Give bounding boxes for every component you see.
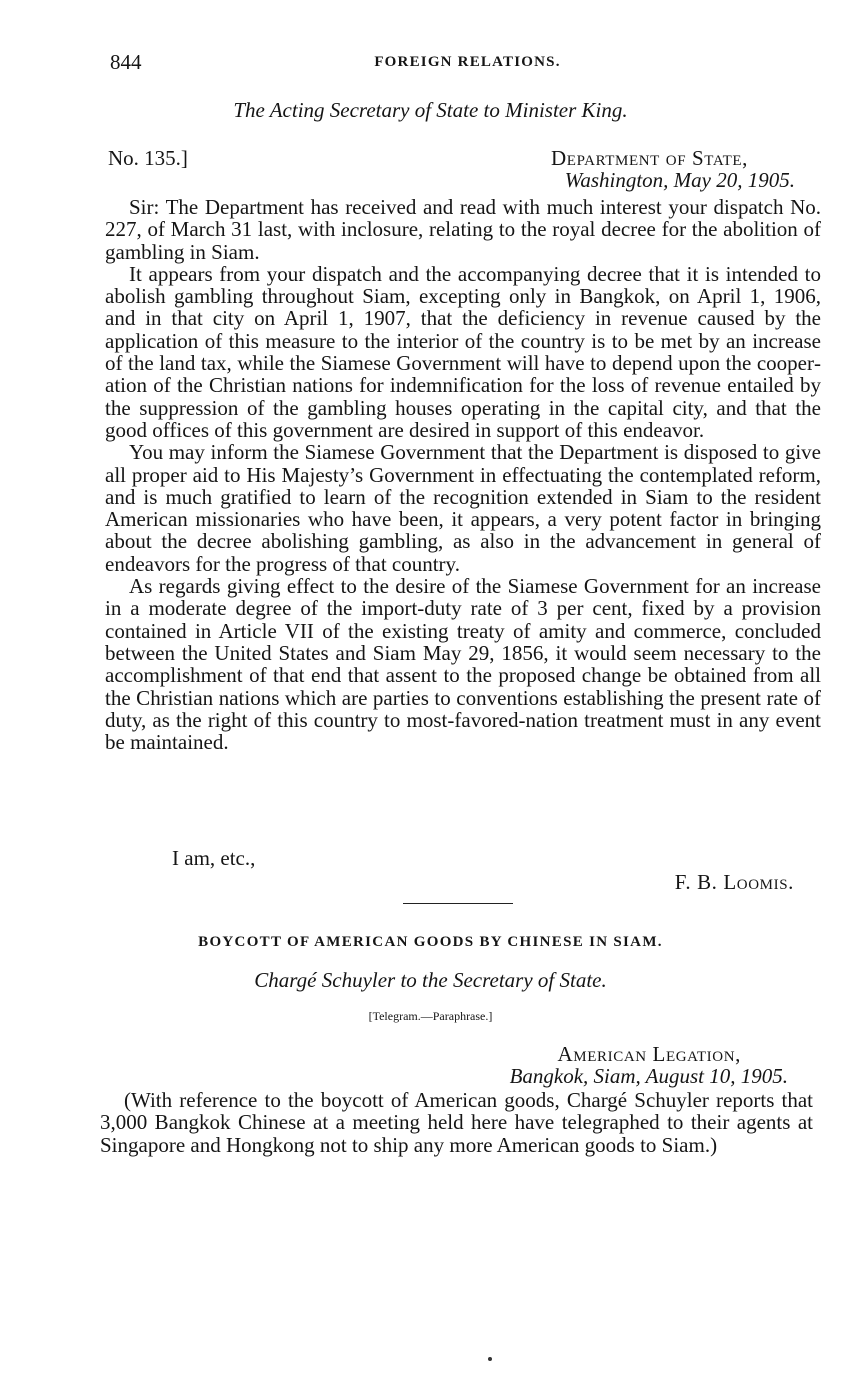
telegram-body <box>100 1089 813 1156</box>
paragraph: Sir: The Department has received and read with much interest your dispatch No. 227, of March 31 last, with inclosure, relating to the royal decree for the abolition of gambling in Siam. <box>105 195 821 264</box>
paragraph: As regards giving effect to the desire of the Siamese Government for an increase in a moderate degree of the import-duty rate of 3 per cent, fixed by a provision contained in Article VII of the existing treaty of amity and commerce, concluded between the United States and Siam May 29, 1856, it would seem necessary to the accomplishment of that end that assent to the proposed change be obtained from all the Christian nations which are parties to conventions establishing the present rate of duty, as the right of this country to most-favored-nation treatment must in any event be maintained. <box>105 574 821 755</box>
document-title: The Acting Secretary of State to Minister King. <box>233 98 628 122</box>
page-number: 844 <box>110 50 142 74</box>
ink-speck <box>488 1357 492 1361</box>
telegram-note: [Telegram.—Paraphrase.] <box>368 1009 493 1023</box>
paragraph: It appears from your dispatch and the accompanying decree that it is intended to abolish gambling throughout Siam, excepting only in Bangkok, on April 1, 1906, and in that city on April 1, 1907, that the deficiency in revenue caused by the application of this measure to the interior of the country is to be met by an increase of the land tax, while the Siamese Government will have to depend upon the cooperation of the Christian nations for indemnification for the loss of revenue entailed by the suppression of the gambling houses operating in the capital city, and that the good offices of this government are desired in support of this endeavor. <box>105 261 821 442</box>
dispatch-origin: Department of State, <box>551 146 748 170</box>
telegram-title: Chargé Schuyler to the Secretary of State. <box>254 968 607 992</box>
dispatch-place-date: Washington, May 20, 1905. <box>564 168 795 192</box>
telegram-origin: American Legation, <box>557 1042 741 1066</box>
section-divider <box>403 903 513 904</box>
section-title: FOREIGN RELATIONS. <box>374 54 561 70</box>
closing: I am, etc., <box>172 846 256 870</box>
running-head <box>110 50 825 76</box>
paragraph: (With reference to the boycott of American goods, Chargé Schuyler reports that 3,000 Bangkok Chinese at a meeting held here have telegraphed to their agents at Singapore and Hongkong not to ship any more American goods to Siam.) <box>100 1088 813 1157</box>
telegram-place-date: Bangkok, Siam, August 10, 1905. <box>509 1064 788 1088</box>
dispatch-body <box>105 196 821 753</box>
signature: F. B. Loomis. <box>674 870 794 894</box>
dispatch-number: No. 135.] <box>108 146 188 170</box>
section-heading: BOYCOTT OF AMERICAN GOODS BY CHINESE IN SIAM. <box>198 934 663 950</box>
paragraph: You may inform the Siamese Government that the Department is disposed to give all proper aid to His Majesty’s Government in effectuating the contemplated reform, and is much gratified to learn of the recognition extended in Siam to the resident American missionaries who have been, it appears, a very potent factor in bringing about the decree abolishing gambling, as also in the advancement in general of endeavors for the progress of that country. <box>105 440 821 576</box>
